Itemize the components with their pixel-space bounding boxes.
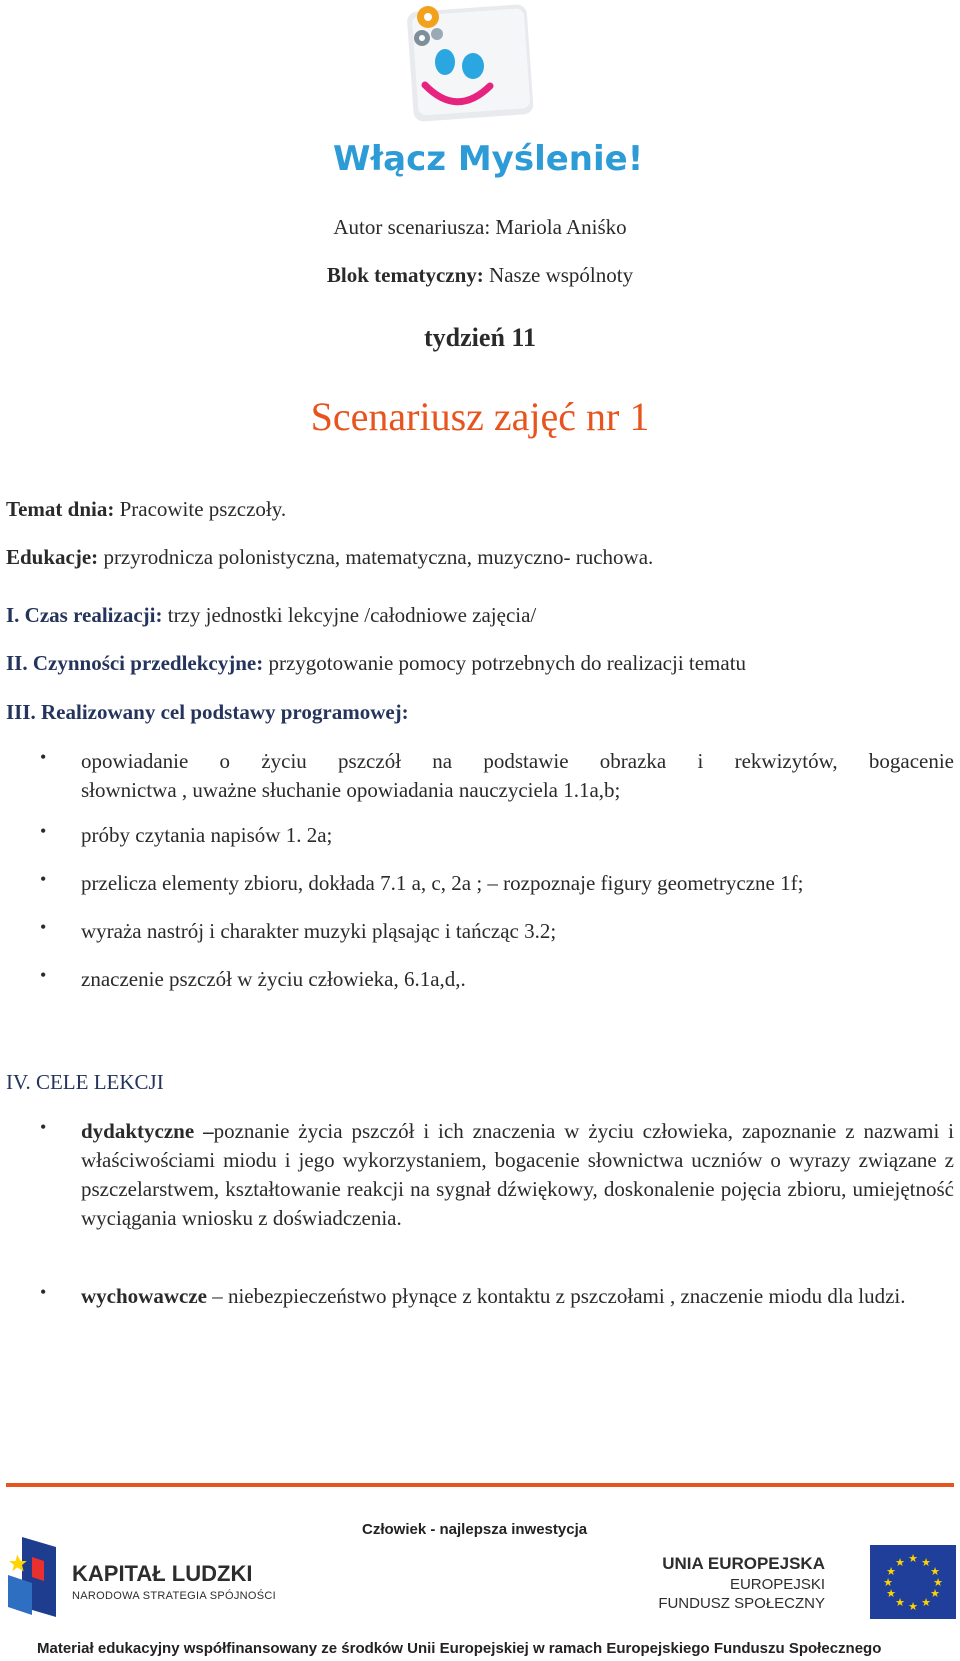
bullet-icon: • [40,869,47,889]
svg-text:★: ★ [886,1587,896,1600]
week-heading: tydzień 11 [424,323,536,352]
svg-text:★: ★ [895,1596,905,1609]
svg-text:★: ★ [930,1587,940,1600]
list-item-text [81,1117,954,1233]
topic-value: Pracowite pszczoły. [114,497,287,521]
list-item-text [81,747,954,805]
svg-text:★: ★ [921,1556,931,1569]
section-1-line [6,603,536,628]
section-1-value: trzy jednostki lekcyjne /całodniowe zajęcia/ [162,603,537,627]
section-4-heading: IV. CELE LEKCJI [6,1070,164,1094]
bullet-icon: • [40,1117,47,1137]
education-value: przyrodnicza polonistyczna, matematyczna, muzyczno- ruchowa. [98,545,654,569]
list-item-line: opowiadanie o życiu pszczół na podstawie obrazka i rekwizytów, bogacenie [81,749,954,773]
kapital-ludzki-subtitle: NARODOWA STRATEGIA SPÓJNOŚCI [72,1590,276,1602]
section-2-value: przygotowanie pomocy potrzebnych do realizacji tematu [263,651,747,675]
education-line [6,545,653,570]
goal-text: niebezpieczeństwo płynące z kontaktu z pszczołami , znaczenie miodu dla ludzi. [222,1284,906,1308]
list-item-text [81,1282,954,1311]
author-line: Autor scenariusza: Mariola Aniśko [333,215,627,239]
bullet-icon: • [40,821,47,841]
bullet-icon: • [40,1282,47,1302]
wlacz-myslenie-logo-icon [333,0,644,205]
eu-subtitle-1: EUROPEJSKI [729,1576,825,1593]
topic-line [6,497,286,522]
block-label: Blok tematyczny: [326,263,484,287]
list-item-text: wyraża nastrój i charakter muzyki pląsając i tańcząc 3.2; [81,919,557,943]
eu-subtitle-2: FUNDUSZ SPOŁECZNY [658,1595,825,1612]
education-label: Edukacje: [6,545,99,569]
kapital-ludzki-logo-icon [8,1537,56,1617]
goal-dash: – [206,1284,223,1308]
bullet-icon: • [40,747,47,767]
footer-divider [6,1483,954,1487]
svg-text:★: ★ [883,1576,893,1589]
svg-text:★: ★ [921,1596,931,1609]
topic-label: Temat dnia: [6,497,115,521]
scenario-title: Scenariusz zajęć nr 1 [310,394,650,439]
section-2-line [6,651,746,676]
section-2-label: II. Czynności przedlekcyjne: [6,651,264,675]
list-item-text: przelicza elementy zbioru, dokłada 7.1 a, c, 2a ; – rozpoznaje figury geometryczne 1f; [81,871,804,895]
footer-tagline: Człowiek - najlepsza inwestycja [362,1521,588,1538]
section-3-heading: III. Realizowany cel podstawy programowej: [6,700,409,724]
goal-term: wychowawcze [81,1284,207,1308]
svg-text:★: ★ [933,1576,943,1589]
bullet-icon: • [40,917,47,937]
list-item-text: znaczenie pszczół w życiu człowieka, 6.1a,d,. [81,967,466,991]
list-item-line: słownictwa , uważne słuchanie opowiadania nauczyciela 1.1a,b; [81,778,621,802]
svg-text:★: ★ [886,1565,896,1578]
svg-text:★: ★ [895,1556,905,1569]
svg-text:★: ★ [930,1565,940,1578]
list-item-text: próby czytania napisów 1. 2a; [81,823,333,847]
svg-text:★: ★ [908,1552,918,1565]
kapital-ludzki-title: KAPITAŁ LUDZKI [72,1561,253,1586]
section-1-label: I. Czas realizacji: [6,603,163,627]
logo-text: Włącz Myślenie! [333,139,644,179]
block-value: Nasze wspólnoty [483,263,634,287]
goal-dash: – [194,1119,214,1143]
eu-title: UNIA EUROPEJSKA [662,1554,825,1573]
goal-text: poznanie życia pszczół i ich znaczenia w życiu człowieka, zapoznanie z nazwami i właściwościami miodu i jego wykorzystaniem, bogacenie słownictwa uczniów o wyrazy związane z pszczelarstwem, kształtowanie reakcji na sygnał dźwiękowy, doskonalenie pojęcia zbioru, umiejętność wyciągania wniosku z doświadczenia. [81,1119,955,1230]
goal-term: dydaktyczne [81,1119,195,1143]
svg-text:★: ★ [908,1600,918,1613]
eu-flag-icon [870,1545,956,1619]
block-line [0,263,960,288]
cofinancing-note: Materiał edukacyjny współfinansowany ze środków Unii Europejskiej w ramach Europejskiego Funduszu Społecznego [37,1640,882,1657]
bullet-icon: • [40,965,47,985]
